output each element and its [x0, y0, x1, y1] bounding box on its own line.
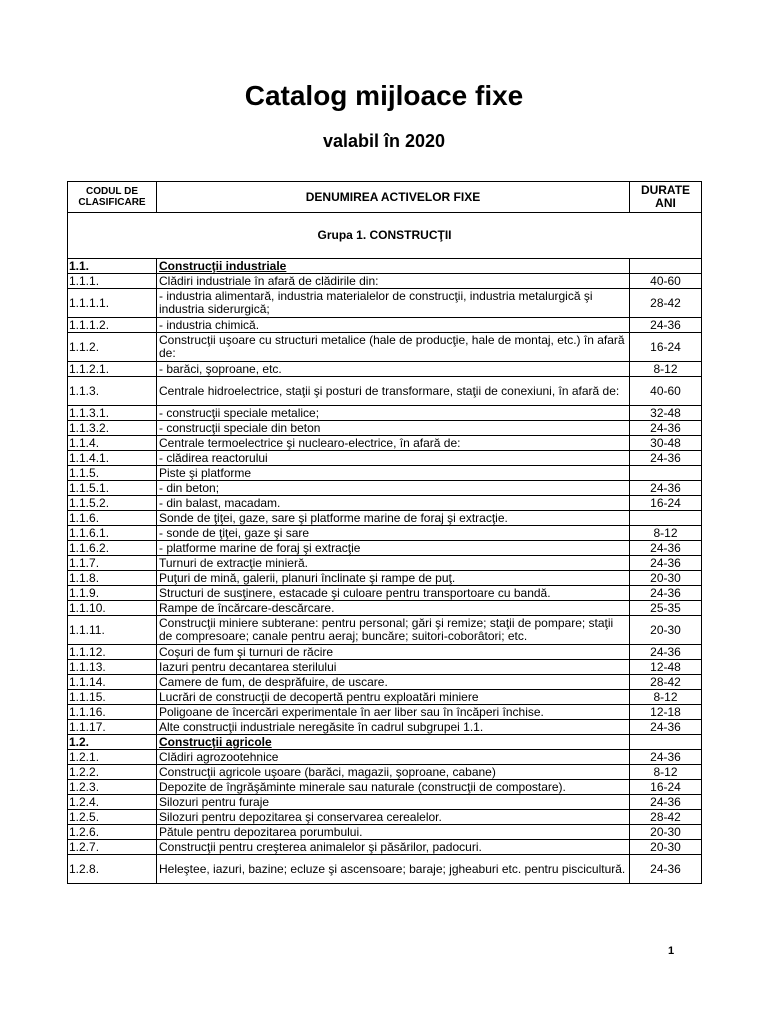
column-header-duration: DURATE ANI [630, 182, 702, 213]
classification-code: 1.1.4.1. [68, 451, 157, 466]
duration-years: 24-36 [630, 645, 702, 660]
duration-years: 16-24 [630, 780, 702, 795]
table-row [68, 675, 702, 690]
table-row [68, 690, 702, 705]
table-row [68, 645, 702, 660]
classification-code: 1.1.7. [68, 556, 157, 571]
duration-years: 20-30 [630, 571, 702, 586]
table-row [68, 780, 702, 795]
classification-code: 1.2.2. [68, 765, 157, 780]
classification-code: 1.2.3. [68, 780, 157, 795]
duration-years: 24-36 [630, 586, 702, 601]
asset-name: Alte construcţii industriale neregăsite în cadrul subgrupei 1.1. [157, 720, 630, 735]
duration-years [630, 511, 702, 526]
classification-code: 1.1.17. [68, 720, 157, 735]
classification-code: 1.1.1.1. [68, 289, 157, 318]
asset-name: Clădiri agrozootehnice [157, 750, 630, 765]
document-title: Catalog mijloace fixe [244, 80, 524, 111]
column-header-name: DENUMIREA ACTIVELOR FIXE [157, 182, 630, 213]
asset-name: - construcţii speciale din beton [157, 421, 630, 436]
asset-name: Rampe de încărcare-descărcare. [157, 601, 630, 616]
asset-name: - barăci, şoproane, etc. [157, 362, 630, 377]
duration-years: 24-36 [630, 556, 702, 571]
classification-code: 1.1.2. [68, 333, 157, 362]
classification-code: 1.1.6.2. [68, 541, 157, 556]
classification-code: 1.1.11. [68, 616, 157, 645]
asset-name: Structuri de susţinere, estacade şi culoare pentru transportoare cu bandă. [157, 586, 630, 601]
classification-code: 1.1.5.1. [68, 481, 157, 496]
duration-years: 24-36 [630, 795, 702, 810]
table-row [68, 421, 702, 436]
duration-years: 30-48 [630, 436, 702, 451]
table-row [68, 406, 702, 421]
duration-years: 24-36 [630, 750, 702, 765]
duration-years: 16-24 [630, 496, 702, 511]
duration-years: 24-36 [630, 318, 702, 333]
table-row [68, 765, 702, 780]
asset-name: Heleştee, iazuri, bazine; ecluze şi ascensoare; baraje; jgheaburi etc. pentru piscicultură. [157, 855, 630, 884]
asset-name: Construcţii agricole uşoare (barăci, magazii, şoproane, cabane) [157, 765, 630, 780]
classification-code: 1.1.1.2. [68, 318, 157, 333]
asset-name: - clădirea reactorului [157, 451, 630, 466]
duration-years: 32-48 [630, 406, 702, 421]
table-row [68, 855, 702, 884]
table-row [68, 705, 702, 720]
classification-code: 1.1.5. [68, 466, 157, 481]
table-row [68, 511, 702, 526]
classification-code: 1.1.1. [68, 274, 157, 289]
duration-years: 8-12 [630, 690, 702, 705]
classification-code: 1.1.9. [68, 586, 157, 601]
document-subtitle: valabil în 2020 [322, 131, 446, 151]
duration-years [630, 259, 702, 274]
asset-name: Lucrări de construcţii de decopertă pentru exploatări miniere [157, 690, 630, 705]
asset-name: - industria chimică. [157, 318, 630, 333]
duration-years [630, 466, 702, 481]
classification-code: 1.2. [68, 735, 157, 750]
duration-years: 24-36 [630, 541, 702, 556]
asset-name: Pătule pentru depozitarea porumbului. [157, 825, 630, 840]
duration-years: 8-12 [630, 526, 702, 541]
table-row [68, 466, 702, 481]
asset-name: Centrale hidroelectrice, staţii şi posturi de transformare, staţii de conexiuni, în afară de: [157, 377, 630, 406]
classification-code: 1.1.13. [68, 660, 157, 675]
asset-name: - din balast, macadam. [157, 496, 630, 511]
duration-years: 25-35 [630, 601, 702, 616]
asset-name: Construcţii miniere subterane: pentru personal; gări şi remize; staţii de pompare; staţii de compresoare; canale pentru aeraj; buncăre; suitori-coborâtori; etc. [157, 616, 630, 645]
duration-years: 40-60 [630, 377, 702, 406]
fixed-assets-table [67, 181, 702, 884]
classification-code: 1.2.8. [68, 855, 157, 884]
table-row [68, 451, 702, 466]
duration-years: 24-36 [630, 720, 702, 735]
section-name-cell [157, 259, 630, 274]
duration-years: 16-24 [630, 333, 702, 362]
asset-name: Sonde de ţiţei, gaze, sare şi platforme marine de foraj şi extracţie. [157, 511, 630, 526]
table-row [68, 289, 702, 318]
section-name: Construcţii industriale [159, 258, 287, 273]
classification-code: 1.1.12. [68, 645, 157, 660]
classification-code: 1.1.8. [68, 571, 157, 586]
classification-code: 1.2.1. [68, 750, 157, 765]
duration-years: 24-36 [630, 421, 702, 436]
classification-code: 1.2.4. [68, 795, 157, 810]
column-header-code: CODUL DE CLASIFICARE [68, 182, 157, 213]
classification-code: 1.1.2.1. [68, 362, 157, 377]
page-number: 1 [668, 945, 675, 957]
classification-code: 1.1.14. [68, 675, 157, 690]
asset-name: Puţuri de mină, galerii, planuri înclinate şi rampe de puţ. [157, 571, 630, 586]
duration-years: 20-30 [630, 840, 702, 855]
table-row [68, 362, 702, 377]
duration-years: 12-18 [630, 705, 702, 720]
asset-name: Turnuri de extracţie minieră. [157, 556, 630, 571]
asset-name: Silozuri pentru depozitarea şi conservarea cerealelor. [157, 810, 630, 825]
table-row [68, 318, 702, 333]
table-row [68, 840, 702, 855]
asset-name: Poligoane de încercări experimentale în aer liber sau în încăperi închise. [157, 705, 630, 720]
asset-name: Construcţii pentru creşterea animalelor şi păsărilor, padocuri. [157, 840, 630, 855]
duration-years: 20-30 [630, 616, 702, 645]
classification-code: 1.1.15. [68, 690, 157, 705]
table-row [68, 481, 702, 496]
table-row [68, 377, 702, 406]
duration-years: 8-12 [630, 765, 702, 780]
classification-code: 1.1. [68, 259, 157, 274]
table-row [68, 541, 702, 556]
duration-years: 28-42 [630, 289, 702, 318]
table-row [68, 526, 702, 541]
classification-code: 1.1.10. [68, 601, 157, 616]
duration-years: 40-60 [630, 274, 702, 289]
classification-code: 1.1.5.2. [68, 496, 157, 511]
classification-code: 1.1.4. [68, 436, 157, 451]
asset-name: Silozuri pentru furaje [157, 795, 630, 810]
classification-code: 1.1.3.2. [68, 421, 157, 436]
asset-name: Iazuri pentru decantarea sterilului [157, 660, 630, 675]
table-row [68, 571, 702, 586]
table-row [68, 436, 702, 451]
asset-name: - platforme marine de foraj şi extracţie [157, 541, 630, 556]
section-row [68, 735, 702, 750]
duration-years: 28-42 [630, 675, 702, 690]
table-row [68, 660, 702, 675]
section-row [68, 259, 702, 274]
asset-name: - sonde de ţiţei, gaze şi sare [157, 526, 630, 541]
classification-code: 1.1.3.1. [68, 406, 157, 421]
table-row [68, 616, 702, 645]
table-row [68, 556, 702, 571]
table-row [68, 274, 702, 289]
classification-code: 1.2.5. [68, 810, 157, 825]
asset-name: - din beton; [157, 481, 630, 496]
table-row [68, 795, 702, 810]
duration-years: 28-42 [630, 810, 702, 825]
asset-name: Clădiri industriale în afară de clădirile din: [157, 274, 630, 289]
asset-name: Camere de fum, de desprăfuire, de uscare. [157, 675, 630, 690]
duration-years: 24-36 [630, 481, 702, 496]
group-title: Grupa 1. CONSTRUCŢII [68, 213, 702, 259]
asset-name: Coşuri de fum şi turnuri de răcire [157, 645, 630, 660]
table-row [68, 586, 702, 601]
duration-years [630, 735, 702, 750]
table-row [68, 601, 702, 616]
asset-name: - industria alimentară, industria materialelor de construcţii, industria metalurgică şi industria siderurgică; [157, 289, 630, 318]
table-row [68, 810, 702, 825]
duration-years: 24-36 [630, 855, 702, 884]
duration-years: 24-36 [630, 451, 702, 466]
asset-name: Piste şi platforme [157, 466, 630, 481]
table-row [68, 825, 702, 840]
asset-name: Depozite de îngrăşăminte minerale sau naturale (construcţii de compostare). [157, 780, 630, 795]
table-row [68, 496, 702, 511]
table-row [68, 333, 702, 362]
classification-code: 1.2.7. [68, 840, 157, 855]
classification-code: 1.1.6. [68, 511, 157, 526]
asset-name: Construcţii uşoare cu structuri metalice (hale de producţie, hale de montaj, etc.) în afară de: [157, 333, 630, 362]
section-name: Construcţii agricole [159, 734, 272, 749]
duration-years: 20-30 [630, 825, 702, 840]
classification-code: 1.1.3. [68, 377, 157, 406]
classification-code: 1.1.6.1. [68, 526, 157, 541]
asset-name: - construcţii speciale metalice; [157, 406, 630, 421]
classification-code: 1.2.6. [68, 825, 157, 840]
duration-years: 8-12 [630, 362, 702, 377]
section-name-cell [157, 735, 630, 750]
duration-years: 12-48 [630, 660, 702, 675]
classification-code: 1.1.16. [68, 705, 157, 720]
table-row [68, 750, 702, 765]
asset-name: Centrale termoelectrice şi nuclearo-electrice, în afară de: [157, 436, 630, 451]
table-row [68, 720, 702, 735]
